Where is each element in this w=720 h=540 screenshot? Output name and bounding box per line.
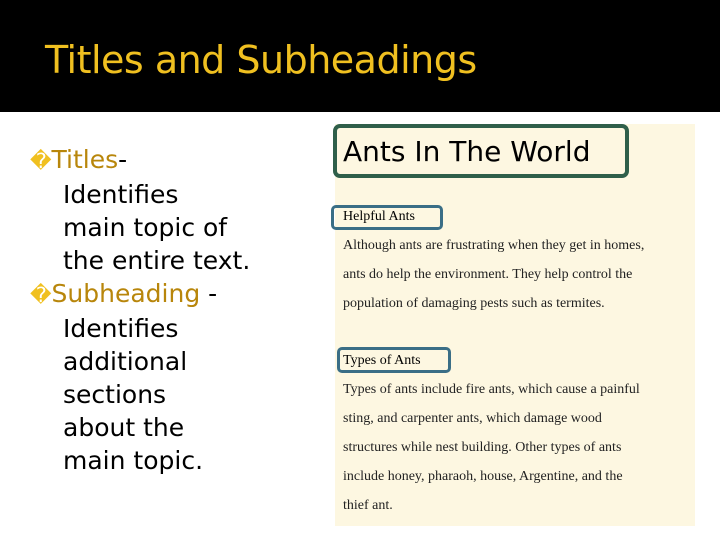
bullet-text-line: main topic of <box>63 213 228 242</box>
bullet-marker-icon: � <box>30 149 52 173</box>
subheading-types-of-ants: Types of Ants <box>343 353 421 368</box>
bullet-text-line: about the <box>63 413 185 442</box>
body-text-line: ants do help the environment. They help control the <box>343 267 633 282</box>
body-text-line: include honey, pharaoh, house, Argentine, and the <box>343 469 623 484</box>
bullet-text-line: Identifies <box>63 314 179 343</box>
bullet-text-line: the entire text. <box>63 246 251 275</box>
document-title: Ants In The World <box>343 135 591 168</box>
bullet-text-line: sections <box>63 380 167 409</box>
document-sample <box>335 124 695 526</box>
bullet-item-subheading <box>30 277 300 312</box>
body-text-line: thief ant. <box>343 498 393 513</box>
bullet-text-line: Identifies <box>63 180 179 209</box>
title-bar <box>0 0 720 112</box>
slide-title: Titles and Subheadings <box>45 38 477 82</box>
bullet-text-line: additional <box>63 347 188 376</box>
bullet-item-titles <box>30 143 300 178</box>
body-text-line: structures while nest building. Other types of ants <box>343 440 622 455</box>
bullet-term: Titles <box>51 145 119 174</box>
body-text-line: population of damaging pests such as termites. <box>343 296 605 311</box>
bullet-dash: - <box>118 145 128 174</box>
bullet-marker-icon: � <box>30 283 52 307</box>
bullet-text-line: main topic. <box>63 446 204 475</box>
body-text-line: sting, and carpenter ants, which damage wood <box>343 411 602 426</box>
bullet-dash: - <box>200 279 218 308</box>
bullet-list <box>30 143 300 477</box>
body-text-line: Although ants are frustrating when they get in homes, <box>343 238 645 253</box>
subheading-helpful-ants: Helpful Ants <box>343 209 415 224</box>
bullet-term: Subheading <box>51 279 201 308</box>
body-text-line: Types of ants include fire ants, which cause a painful <box>343 382 640 397</box>
